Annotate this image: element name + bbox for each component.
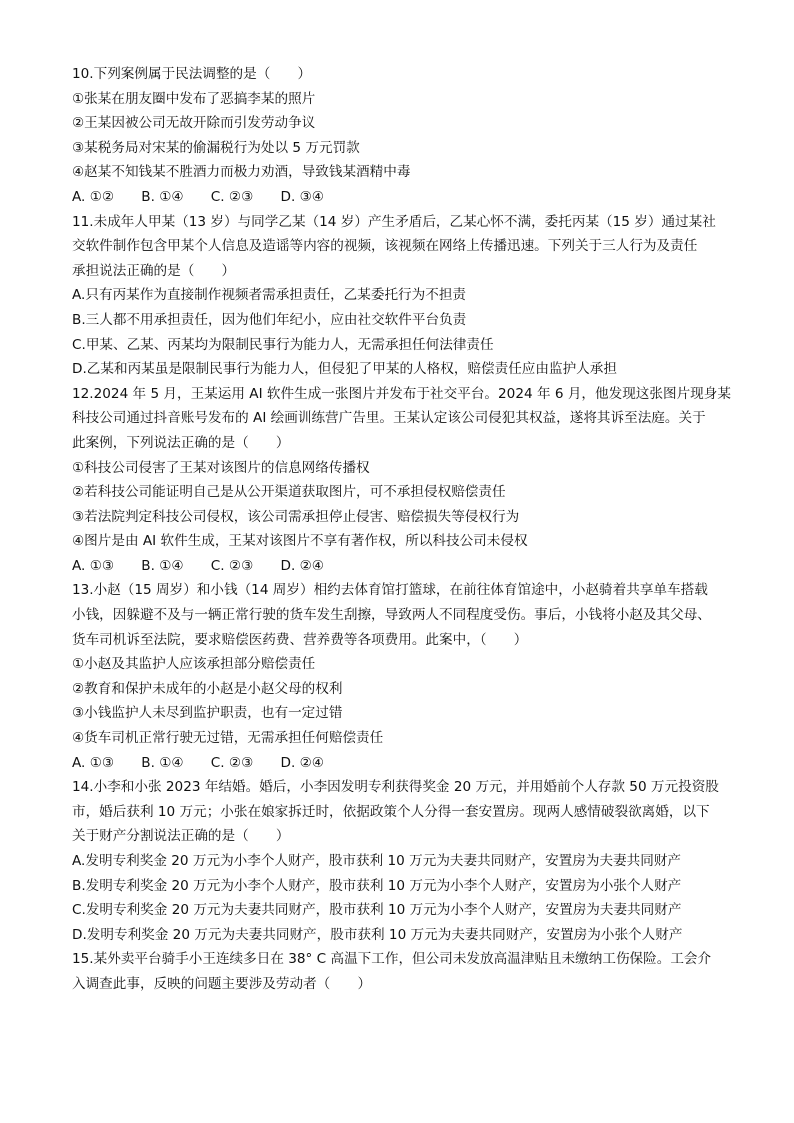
statement-item: ③若法院判定科技公司侵权，该公司需承担停止侵害、赔偿损失等侵权行为: [72, 508, 520, 525]
statement-item: ②若科技公司能证明自己是从公开渠道获取图片，可不承担侵权赔偿责任: [72, 484, 506, 501]
statement-item: ①小赵及其监护人应该承担部分赔偿责任: [72, 656, 316, 673]
answer-option: B.三人都不用承担责任，因为他们年纪小，应由社交软件平台负责: [72, 311, 467, 328]
question-stem-line: 关于财产分割说法正确的是（ ）: [72, 828, 290, 845]
statement-item: ①科技公司侵害了王某对该图片的信息网络传播权: [72, 459, 370, 476]
question-stem-line: 交软件制作包含甲某个人信息及造谣等内容的视频，该视频在网络上传播迅速。下列关于三人行为及责任: [72, 238, 698, 255]
question-list: [72, 62, 736, 997]
question-stem-line: 15.某外卖平台骑手小王连续多日在 38° C 高温下工作，但公司未发放高温津贴且未缴纳工伤保险。工会介: [72, 951, 712, 968]
answer-option: D.发明专利奖金 20 万元为夫妻共同财产，股市获利 10 万元为夫妻共同财产，安置房为小张个人财产: [72, 926, 683, 943]
answer-option: C.发明专利奖金 20 万元为夫妻共同财产，股市获利 10 万元为小李个人财产，安置房为夫妻共同财产: [72, 902, 682, 919]
statement-item: ④赵某不知钱某不胜酒力而极力劝酒，导致钱某酒精中毒: [72, 164, 411, 181]
question-14: [72, 775, 736, 947]
statement-item: ④货车司机正常行驶无过错，无需承担任何赔偿责任: [72, 730, 384, 747]
answer-option: A.只有丙某作为直接制作视频者需承担责任，乙某委托行为不担责: [72, 287, 467, 304]
question-stem-line: 11.未成年人甲某（13 岁）与同学乙某（14 岁）产生矛盾后，乙某心怀不满，委托丙某（15 岁）通过某社: [72, 213, 716, 230]
question-stem-line: 货车司机诉至法院，要求赔偿医药费、营养费等各项费用。此案中，（ ）: [72, 631, 528, 648]
question-stem-line: 12.2024 年 5 月，王某运用 AI 软件生成一张图片并发布于社交平台。2024 年 6 月，他发现这张图片现身某: [72, 385, 731, 402]
question-stem-line: 14.小李和小张 2023 年结婚。婚后，小李因发明专利获得奖金 20 万元，并用婚前个人存款 50 万元投资股: [72, 779, 719, 796]
question-stem-line: 科技公司通过抖音账号发布的 AI 绘画训练营广告里。王某认定该公司侵犯其权益，遂将其诉至法庭。关于: [72, 410, 706, 427]
question-12: [72, 382, 736, 579]
question-stem-line: 此案例，下列说法正确的是（ ）: [72, 434, 290, 451]
question-stem-line: 承担说法正确的是（ ）: [72, 262, 236, 279]
question-stem-line: 13.小赵（15 周岁）和小钱（14 周岁）相约去体育馆打篮球，在前往体育馆途中，小赵骑着共享单车搭载: [72, 582, 708, 599]
statement-item: ④图片是由 AI 软件生成，王某对该图片不享有著作权，所以科技公司未侵权: [72, 533, 528, 550]
statement-item: ③某税务局对宋某的偷漏税行为处以 5 万元罚款: [72, 139, 360, 156]
answer-options: A. ①③ B. ①④ C. ②③ D. ②④: [72, 557, 324, 574]
question-stem-line: 市，婚后获利 10 万元；小张在娘家拆迁时，依据政策个人分得一套安置房。现两人感情破裂欲离婚，以下: [72, 803, 710, 820]
statement-item: ②教育和保护未成年的小赵是小赵父母的权利: [72, 680, 343, 697]
question-13: [72, 578, 736, 775]
answer-option: C.甲某、乙某、丙某均为限制民事行为能力人，无需承担任何法律责任: [72, 336, 494, 353]
statement-item: ③小钱监护人未尽到监护职责，也有一定过错: [72, 705, 343, 722]
question-10: [72, 62, 736, 210]
question-stem-line: 入调查此事，反映的问题主要涉及劳动者（ ）: [72, 975, 372, 992]
answer-option: D.乙某和丙某虽是限制民事行为能力人，但侵犯了甲某的人格权，赔偿责任应由监护人承担: [72, 361, 617, 378]
statement-item: ②王某因被公司无故开除而引发劳动争议: [72, 115, 316, 132]
answer-options: A. ①③ B. ①④ C. ②③ D. ②④: [72, 754, 324, 771]
question-stem-line: 10.下列案例属于民法调整的是（ ）: [72, 66, 312, 82]
answer-option: A.发明专利奖金 20 万元为小李个人财产，股市获利 10 万元为夫妻共同财产，安置房为夫妻共同财产: [72, 853, 682, 869]
statement-item: ①张某在朋友圈中发布了恶搞李某的照片: [72, 90, 316, 107]
answer-options: A. ①② B. ①④ C. ②③ D. ③④: [72, 188, 324, 205]
question-15: [72, 947, 736, 996]
question-stem-line: 小钱，因躲避不及与一辆正常行驶的货车发生刮擦，导致两人不同程度受伤。事后，小钱将小赵及其父母、: [72, 607, 711, 624]
answer-option: B.发明专利奖金 20 万元为小李个人财产，股市获利 10 万元为小李个人财产，安置房为小张个人财产: [72, 877, 682, 894]
question-11: [72, 210, 736, 382]
